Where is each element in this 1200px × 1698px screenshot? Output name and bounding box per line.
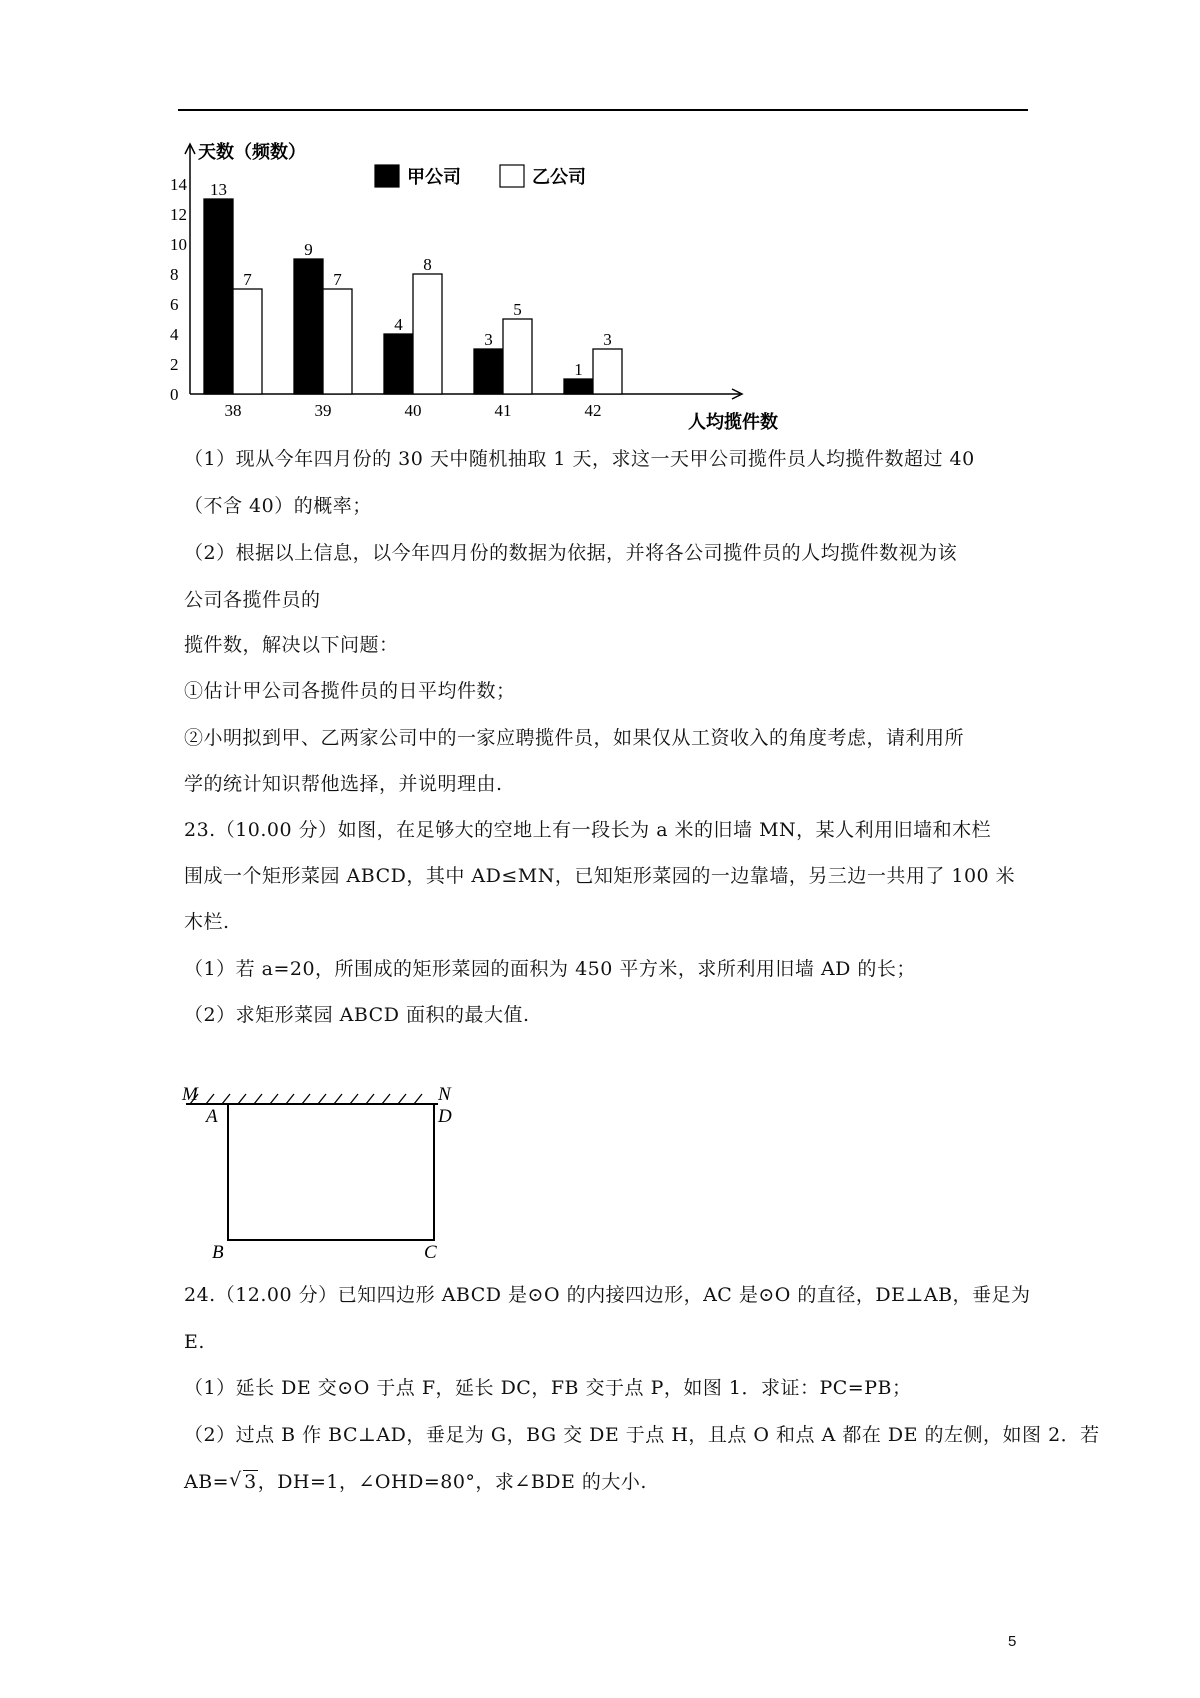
y-tick-label: 2 [170, 355, 179, 374]
bar-value-label: 9 [304, 240, 313, 259]
q22-part2-line1: （2）根据以上信息，以今年四月份的数据为依据，并将各公司揽件员的人均揽件数视为该 [184, 542, 958, 564]
sqrt-symbol [229, 1470, 258, 1494]
label-n: N [438, 1084, 451, 1105]
y-tick-label: 12 [170, 205, 187, 224]
q24-part2-line1: （2）过点 B 作 BC⊥AD，垂足为 G，BG 交 DE 于点 H，且点 O 和点 A 都在 DE 的左侧，如图 2．若 [184, 1424, 1100, 1446]
bar-value-label: 3 [603, 330, 612, 349]
bar [564, 379, 593, 394]
q22-part1-line1: （1）现从今年四月份的 30 天中随机抽取 1 天，求这一天甲公司揽件员人均揽件数超过 40 [184, 448, 975, 470]
legend-swatch [500, 165, 524, 187]
bar-value-label: 7 [243, 270, 252, 289]
q24-part1: （1）延长 DE 交⊙O 于点 F，延长 DC，FB 交于点 P，如图 1．求证：PC=PB； [184, 1377, 912, 1399]
x-axis-label: 人均揽件数 [688, 412, 778, 432]
y-tick-label: 0 [170, 385, 179, 404]
bar-value-label: 7 [333, 270, 342, 289]
sqrt-radicand: 3 [244, 1471, 257, 1493]
x-tick-label: 42 [584, 401, 602, 420]
y-tick-label: 4 [170, 325, 179, 344]
y-axis-label: 天数（频数） [198, 142, 306, 162]
bar [474, 349, 503, 394]
bar-value-label: 4 [394, 315, 403, 334]
q23-part2: （2）求矩形菜园 ABCD 面积的最大值. [184, 1004, 530, 1026]
q22-part2-sub1: ①估计甲公司各揽件员的日平均件数； [184, 680, 516, 702]
y-tick-label: 10 [170, 235, 187, 254]
label-m: M [182, 1084, 198, 1105]
legend-label: 乙公司 [532, 167, 586, 187]
bar-value-label: 1 [574, 360, 583, 379]
q24-stem-line2: E. [184, 1331, 205, 1353]
bar [294, 259, 323, 394]
q22-part2-sub2-line2: 学的统计知识帮他选择，并说明理由. [184, 773, 503, 795]
q24-rest: ，DH=1，∠OHD=80°，求∠BDE 的大小. [257, 1471, 647, 1493]
q24-stem-line1: 24.（12.00 分）已知四边形 ABCD 是⊙O 的内接四边形，AC 是⊙O 的直径，DE⊥AB，垂足为 [184, 1284, 1031, 1306]
legend-label: 甲公司 [407, 167, 461, 187]
q23-stem-line3: 木栏. [184, 911, 230, 933]
bar-value-label: 13 [210, 180, 227, 199]
label-d: D [438, 1106, 452, 1127]
bar-value-label: 3 [484, 330, 493, 349]
header-rule [178, 109, 1028, 111]
x-tick-label: 41 [494, 401, 512, 420]
page-number: 5 [1008, 1633, 1017, 1650]
bar [413, 274, 442, 394]
q24-part2-line2 [184, 1470, 647, 1494]
y-tick-label: 6 [170, 295, 179, 314]
q23-stem-line1: 23.（10.00 分）如图，在足够大的空地上有一段长为 a 米的旧墙 MN，某人利用旧墙和木栏 [184, 819, 992, 841]
x-tick-label: 40 [404, 401, 422, 420]
x-tick-label: 39 [314, 401, 332, 420]
bar [503, 319, 532, 394]
q23-stem-line2: 围成一个矩形菜园 ABCD，其中 AD≤MN，已知矩形菜园的一边靠墙，另三边一共用了 100 米 [184, 865, 1016, 887]
legend-swatch [375, 165, 399, 187]
q22-part2-line3: 揽件数，解决以下问题： [184, 634, 399, 656]
garden-rectangle-figure [176, 1080, 476, 1260]
q22-part2-line2: 公司各揽件员的 [184, 589, 321, 611]
bar-value-label: 5 [513, 300, 522, 319]
bar-value-label: 8 [423, 255, 432, 274]
x-tick-label: 38 [224, 401, 242, 420]
bar [204, 199, 233, 394]
label-a: A [206, 1106, 218, 1127]
label-c: C [424, 1242, 437, 1260]
q24-ab-prefix: AB= [184, 1471, 230, 1493]
bar [593, 349, 622, 394]
bar-chart [170, 138, 810, 438]
y-tick-label: 8 [170, 265, 179, 284]
rectangle-abcd [228, 1104, 434, 1240]
q22-part1-line2: （不含 40）的概率； [184, 495, 372, 517]
bar [233, 289, 262, 394]
y-tick-label: 14 [170, 175, 187, 194]
label-b: B [212, 1242, 224, 1260]
q23-part1: （1）若 a=20，所围成的矩形菜园的面积为 450 平方米，求所利用旧墙 AD 的长； [184, 958, 916, 980]
bar [323, 289, 352, 394]
q22-part2-sub2-line1: ②小明拟到甲、乙两家公司中的一家应聘揽件员，如果仅从工资收入的角度考虑，请利用所 [184, 727, 965, 749]
wall-hatching [190, 1094, 422, 1104]
bar [384, 334, 413, 394]
